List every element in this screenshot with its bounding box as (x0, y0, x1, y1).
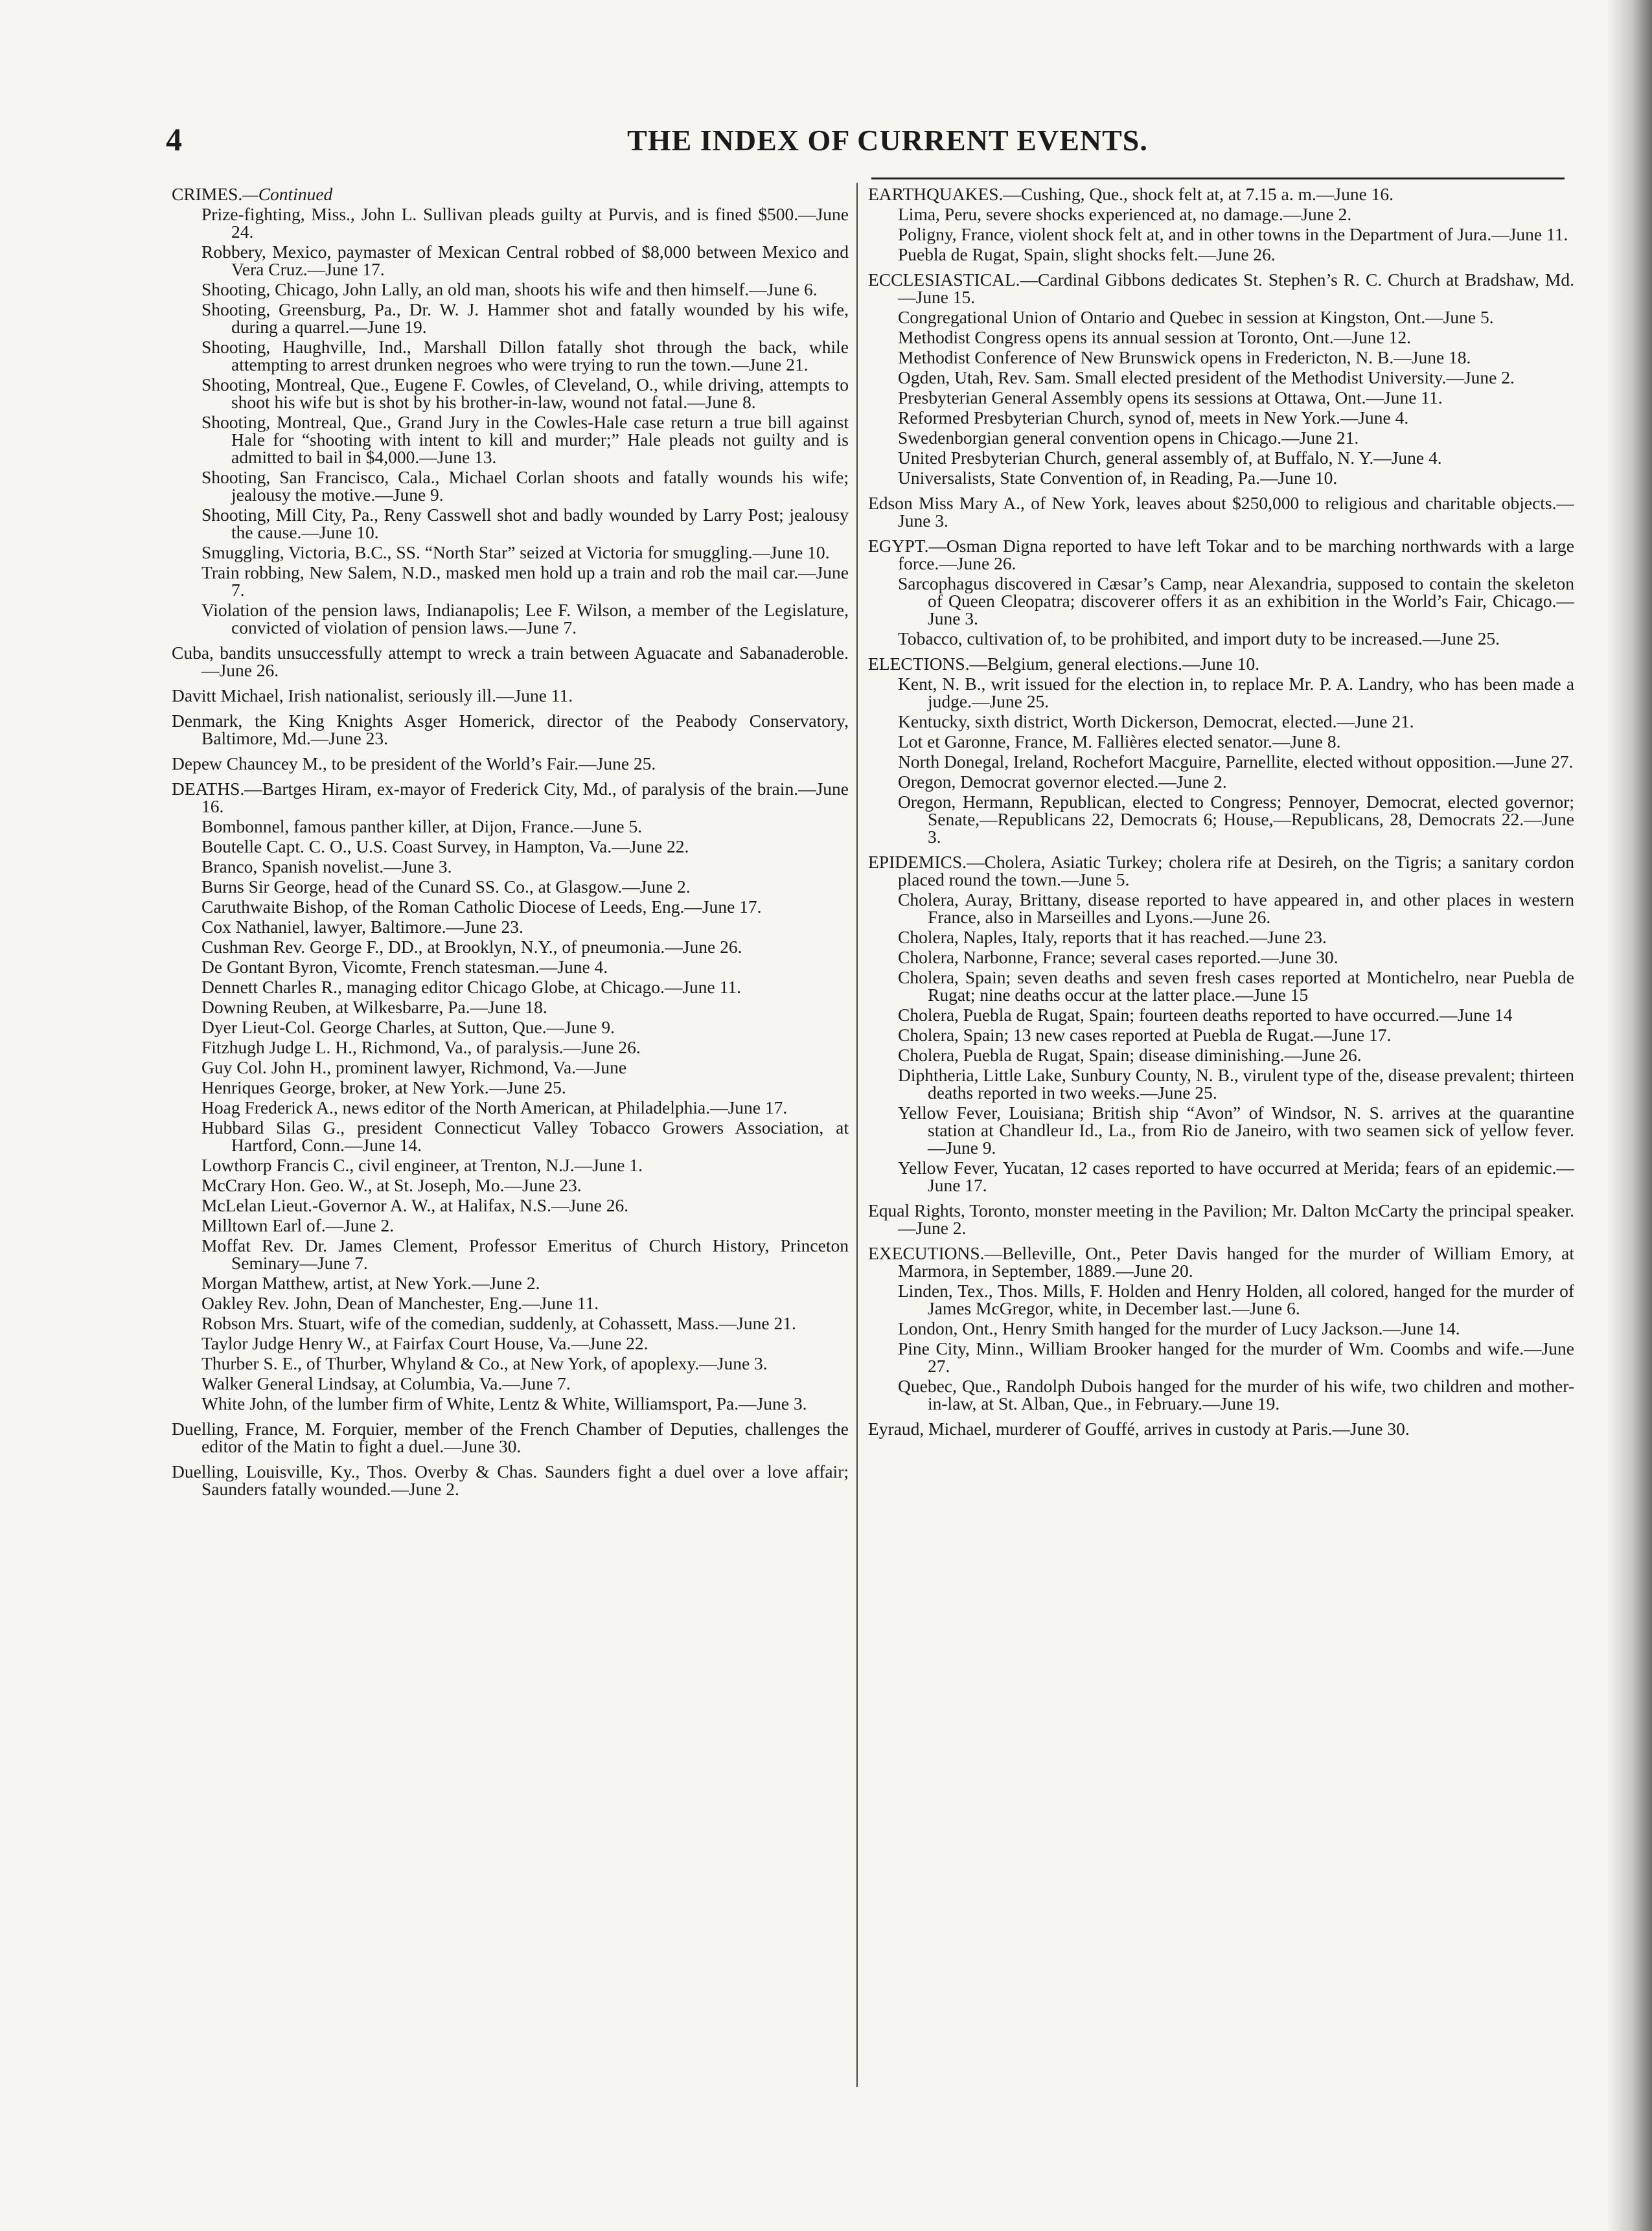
index-subentry: De Gontant Byron, Vicomte, French statesman.—June 4. (201, 957, 608, 977)
index-subentry: Bombonnel, famous panther killer, at Dijon, France.—June 5. (201, 816, 643, 836)
index-subentry: Tobacco, cultivation of, to be prohibited, and import duty to be increased.—June 25. (898, 628, 1500, 648)
index-entry: Equal Rights, Toronto, monster meeting in the Pavilion; Mr. Dalton McCarty the principal speaker.—June 2. (868, 1200, 1574, 1238)
index-entry: ELECTIONS.—Belgium, general elections.—June 10. (868, 654, 1260, 674)
running-head: THE INDEX OF CURRENT EVENTS. (627, 124, 1148, 157)
index-entry: EARTHQUAKES.—Cushing, Que., shock felt at, at 7.15 a. m.—June 16. (868, 185, 1394, 204)
index-entry: Davitt Michael, Irish nationalist, seriously ill.—June 11. (172, 685, 573, 705)
index-subentry: Swedenborgian general convention opens in Chicago.—June 21. (898, 428, 1359, 448)
index-subentry: Cholera, Auray, Brittany, disease reported to have appeared in, and other places in western France, also in Marseilles and Lyons.—June 26. (898, 889, 1574, 927)
index-subentry: Cholera, Spain; seven deaths and seven fresh cases reported at Montichelro, near Puebla de Rugat; nine deaths occur at the latter place.—June 15 (898, 967, 1574, 1005)
index-subentry: Henriques George, broker, at New York.—June 25. (201, 1077, 566, 1097)
index-subentry: Puebla de Rugat, Spain, slight shocks felt.—June 26. (898, 244, 1276, 264)
index-subentry: Methodist Congress opens its annual session at Toronto, Ont.—June 12. (898, 327, 1411, 347)
index-subentry: Shooting, Montreal, Que., Grand Jury in the Cowles-Hale case return a true bill against Hale for “shooting with intent to kill and murder;” Hale pleads not guilty and is admitted to bail in $4,000.—June 13. (201, 412, 849, 467)
index-subentry: Cushman Rev. George F., DD., at Brooklyn, N.Y., of pneumonia.—June 26. (201, 937, 742, 957)
index-subentry: Yellow Fever, Louisiana; British ship “Avon” of Windsor, N. S. arrives at the quarantine station at Chandleur Id., La., from Rio de Janeiro, with two seamen sick of yellow fever.—June 9. (898, 1103, 1574, 1158)
index-subentry: Walker General Lindsay, at Columbia, Va.—June 7. (201, 1373, 571, 1393)
index-subentry: Lot et Garonne, France, M. Fallières elected senator.—June 8. (898, 731, 1341, 751)
index-subentry: Dyer Lieut-Col. George Charles, at Sutton, Que.—June 9. (201, 1017, 615, 1037)
index-subentry: Hubbard Silas G., president Connecticut Valley Tobacco Growers Association, at Hartford, Conn.—June 14. (201, 1117, 849, 1155)
index-subentry: Oregon, Hermann, Republican, elected to Congress; Pennoyer, Democrat, elected governor; Senate,—Republicans 22, Democrats 6; House,—Republicans, 28, Democrats 22.—June 3. (898, 792, 1574, 847)
index-subentry: North Donegal, Ireland, Rochefort Macguire, Parnellite, elected without opposition.—June 27. (898, 751, 1574, 772)
index-subentry: Cholera, Spain; 13 new cases reported at Puebla de Rugat.—June 17. (898, 1025, 1392, 1045)
index-subentry: Methodist Conference of New Brunswick opens in Fredericton, N. B.—June 18. (898, 347, 1471, 367)
index-subentry: Moffat Rev. Dr. James Clement, Professor Emeritus of Church History, Princeton Seminary—June 7. (201, 1235, 849, 1273)
index-subentry: Linden, Tex., Thos. Mills, F. Holden and Henry Holden, all colored, hanged for the murder of James McGregor, white, in December last.—June 6. (898, 1281, 1574, 1318)
index-subentry: Smuggling, Victoria, B.C., SS. “North Star” seized at Victoria for smuggling.—June 10. (201, 542, 830, 562)
index-subentry: Kentucky, sixth district, Worth Dickerson, Democrat, elected.—June 21. (898, 711, 1414, 731)
index-entry: EXECUTIONS.—Belleville, Ont., Peter Davis hanged for the murder of William Emory, at Marmora, in September, 1889.—June 20. (868, 1243, 1574, 1281)
index-entry: EGYPT.—Osman Digna reported to have left Tokar and to be marching northwards with a large force.—June 26. (868, 536, 1574, 573)
index-subentry: Quebec, Que., Randolph Dubois hanged for the murder of his wife, two children and mother-in-law, at St. Alban, Que., in February.—June 19. (898, 1376, 1574, 1413)
index-subentry: Shooting, Montreal, Que., Eugene F. Cowles, of Cleveland, O., while driving, attempts to shoot his wife but is shot by his brother-in-law, wound not fatal.—June 8. (201, 374, 849, 412)
index-subentry: Shooting, Greensburg, Pa., Dr. W. J. Hammer shot and fatally wounded by his wife, during a quarrel.—June 19. (201, 299, 849, 337)
index-subentry: Taylor Judge Henry W., at Fairfax Court House, Va.—June 22. (201, 1333, 648, 1353)
index-entry: ECCLESIASTICAL.—Cardinal Gibbons dedicates St. Stephen’s R. C. Church at Bradshaw, Md.—June 15. (868, 269, 1574, 307)
index-subentry: Sarcophagus discovered in Cæsar’s Camp, near Alexandria, supposed to contain the skeleton of Queen Cleopatra; discoverer offers it as an exhibition in the World’s Fair, Chicago.—June 3. (898, 573, 1574, 628)
index-entry: Edson Miss Mary A., of New York, leaves about $250,000 to religious and charitable objects.—June 3. (868, 493, 1574, 531)
index-subentry: Thurber S. E., of Thurber, Whyland & Co., at New York, of apoplexy.—June 3. (201, 1353, 768, 1373)
index-subentry: Caruthwaite Bishop, of the Roman Catholic Diocese of Leeds, Eng.—June 17. (201, 897, 762, 917)
index-subentry: Shooting, Chicago, John Lally, an old man, shoots his wife and then himself.—June 6. (201, 279, 818, 299)
index-subentry: Congregational Union of Ontario and Quebec in session at Kingston, Ont.—June 5. (898, 307, 1494, 327)
index-subentry: Branco, Spanish novelist.—June 3. (201, 856, 452, 876)
index-entry: Depew Chauncey M., to be president of the World’s Fair.—June 25. (172, 753, 656, 773)
left-column (172, 185, 849, 2096)
index-subentry: Robson Mrs. Stuart, wife of the comedian, suddenly, at Cohassett, Mass.—June 21. (201, 1313, 796, 1333)
scan-edge-shadow (1607, 0, 1652, 2231)
index-subentry: Ogden, Utah, Rev. Sam. Small elected president of the Methodist University.—June 2. (898, 367, 1515, 387)
page-number: 4 (166, 121, 182, 157)
index-subentry: McCrary Hon. Geo. W., at St. Joseph, Mo.—June 23. (201, 1175, 582, 1195)
index-subentry: Train robbing, New Salem, N.D., masked men hold up a train and rob the mail car.—June 7. (201, 562, 849, 600)
index-subentry: Poligny, France, violent shock felt at, and in other towns in the Department of Jura.—June 11. (898, 224, 1568, 244)
section-heading-label: CRIMES. (172, 185, 243, 204)
index-subentry: Hoag Frederick A., news editor of the North American, at Philadelphia.—June 17. (201, 1097, 788, 1117)
index-subentry: Boutelle Capt. C. O., U.S. Coast Survey, in Hampton, Va.—June 22. (201, 836, 689, 856)
index-subentry: Fitzhugh Judge L. H., Richmond, Va., of paralysis.—June 26. (201, 1037, 641, 1057)
index-entry: Denmark, the King Knights Asger Homerick, director of the Peabody Conservatory, Baltimore, Md.—June 23. (172, 711, 849, 748)
continued-label: —Continued (242, 185, 333, 204)
index-subentry: Guy Col. John H., prominent lawyer, Richmond, Va.—June (201, 1057, 627, 1077)
index-subentry: Cholera, Puebla de Rugat, Spain; disease diminishing.—June 26. (898, 1045, 1362, 1065)
index-subentry: Kent, N. B., writ issued for the election in, to replace Mr. P. A. Landry, who has been made a judge.—June 25. (898, 674, 1574, 711)
header-rule (871, 177, 1565, 179)
index-subentry: Reformed Presbyterian Church, synod of, meets in New York.—June 4. (898, 407, 1409, 428)
index-subentry: Dennett Charles R., managing editor Chicago Globe, at Chicago.—June 11. (201, 977, 741, 997)
index-subentry: Morgan Matthew, artist, at New York.—June 2. (201, 1273, 540, 1293)
index-subentry: Shooting, Haughville, Ind., Marshall Dillon fatally shot through the back, while attempting to arrest drunken negroes who were trying to run the town.—June 21. (201, 337, 849, 374)
index-subentry: Cholera, Naples, Italy, reports that it has reached.—June 23. (898, 927, 1327, 947)
section-heading-crimes (172, 185, 849, 203)
index-subentry: Cholera, Narbonne, France; several cases reported.—June 30. (898, 947, 1338, 967)
index-subentry: Cholera, Puebla de Rugat, Spain; fourteen deaths reported to have occurred.—June 14 (898, 1005, 1513, 1025)
index-subentry: Shooting, San Francisco, Cala., Michael Corlan shoots and fatally wounds his wife; jealousy the motive.—June 9. (201, 467, 849, 505)
index-entry: Cuba, bandits unsuccessfully attempt to wreck a train between Aguacate and Sabanaderoble.—June 26. (172, 643, 849, 680)
index-subentry: Milltown Earl of.—June 2. (201, 1215, 395, 1235)
index-subentry: Yellow Fever, Yucatan, 12 cases reported to have occurred at Merida; fears of an epidemic.—June 17. (898, 1158, 1574, 1195)
index-subentry: Cox Nathaniel, lawyer, Baltimore.—June 23. (201, 917, 523, 937)
index-entry: EPIDEMICS.—Cholera, Asiatic Turkey; cholera rife at Desireh, on the Tigris; a sanitary cordon placed round the town.—June 5. (868, 852, 1574, 889)
index-subentry: United Presbyterian Church, general assembly of, at Buffalo, N. Y.—June 4. (898, 448, 1442, 468)
index-subentry: Universalists, State Convention of, in Reading, Pa.—June 10. (898, 468, 1338, 488)
index-subentry: Lowthorp Francis C., civil engineer, at Trenton, N.J.—June 1. (201, 1155, 643, 1175)
index-subentry: McLelan Lieut.-Governor A. W., at Halifax, N.S.—June 26. (201, 1195, 629, 1215)
index-subentry: Presbyterian General Assembly opens its sessions at Ottawa, Ont.—June 11. (898, 387, 1443, 407)
index-entry: Duelling, France, M. Forquier, member of the French Chamber of Deputies, challenges the editor of the Matin to fight a duel.—June 30. (172, 1419, 849, 1456)
index-entry: Eyraud, Michael, murderer of Gouffé, arrives in custody at Paris.—June 30. (868, 1419, 1410, 1439)
index-subentry: Oakley Rev. John, Dean of Manchester, Eng.—June 11. (201, 1293, 599, 1313)
index-subentry: Lima, Peru, severe shocks experienced at, no damage.—June 2. (898, 204, 1352, 224)
index-subentry: Oregon, Democrat governor elected.—June 2. (898, 772, 1227, 792)
index-subentry: White John, of the lumber firm of White, Lentz & White, Williamsport, Pa.—June 3. (201, 1393, 807, 1413)
index-subentry: Violation of the pension laws, Indianapolis; Lee F. Wilson, a member of the Legislature, convicted of violation of pension laws.—June 7. (201, 600, 849, 637)
right-column (868, 185, 1574, 2096)
index-subentry: Burns Sir George, head of the Cunard SS. Co., at Glasgow.—June 2. (201, 876, 691, 897)
index-subentry: Downing Reuben, at Wilkesbarre, Pa.—June 18. (201, 997, 547, 1017)
index-subentry: Pine City, Minn., William Brooker hanged for the murder of Wm. Coombs and wife.—June 27. (898, 1338, 1574, 1376)
column-divider (856, 183, 858, 2087)
index-entry: DEATHS.—Bartges Hiram, ex-mayor of Frederick City, Md., of paralysis of the brain.—June 16. (172, 779, 849, 816)
index-entry: Duelling, Louisville, Ky., Thos. Overby & Chas. Saunders fight a duel over a love affair; Saunders fatally wounded.—June 2. (172, 1461, 849, 1499)
index-subentry: Prize-fighting, Miss., John L. Sullivan pleads guilty at Purvis, and is fined $500.—June 24. (201, 204, 849, 242)
index-subentry: Robbery, Mexico, paymaster of Mexican Central robbed of $8,000 between Mexico and Vera Cruz.—June 17. (201, 242, 849, 279)
index-subentry: Diphtheria, Little Lake, Sunbury County, N. B., virulent type of the, disease prevalent; thirteen deaths reported in two weeks.—June 25. (898, 1065, 1574, 1103)
index-subentry: Shooting, Mill City, Pa., Reny Casswell shot and badly wounded by Larry Post; jealousy the cause.—June 10. (201, 505, 849, 542)
index-subentry: London, Ont., Henry Smith hanged for the murder of Lucy Jackson.—June 14. (898, 1318, 1460, 1338)
